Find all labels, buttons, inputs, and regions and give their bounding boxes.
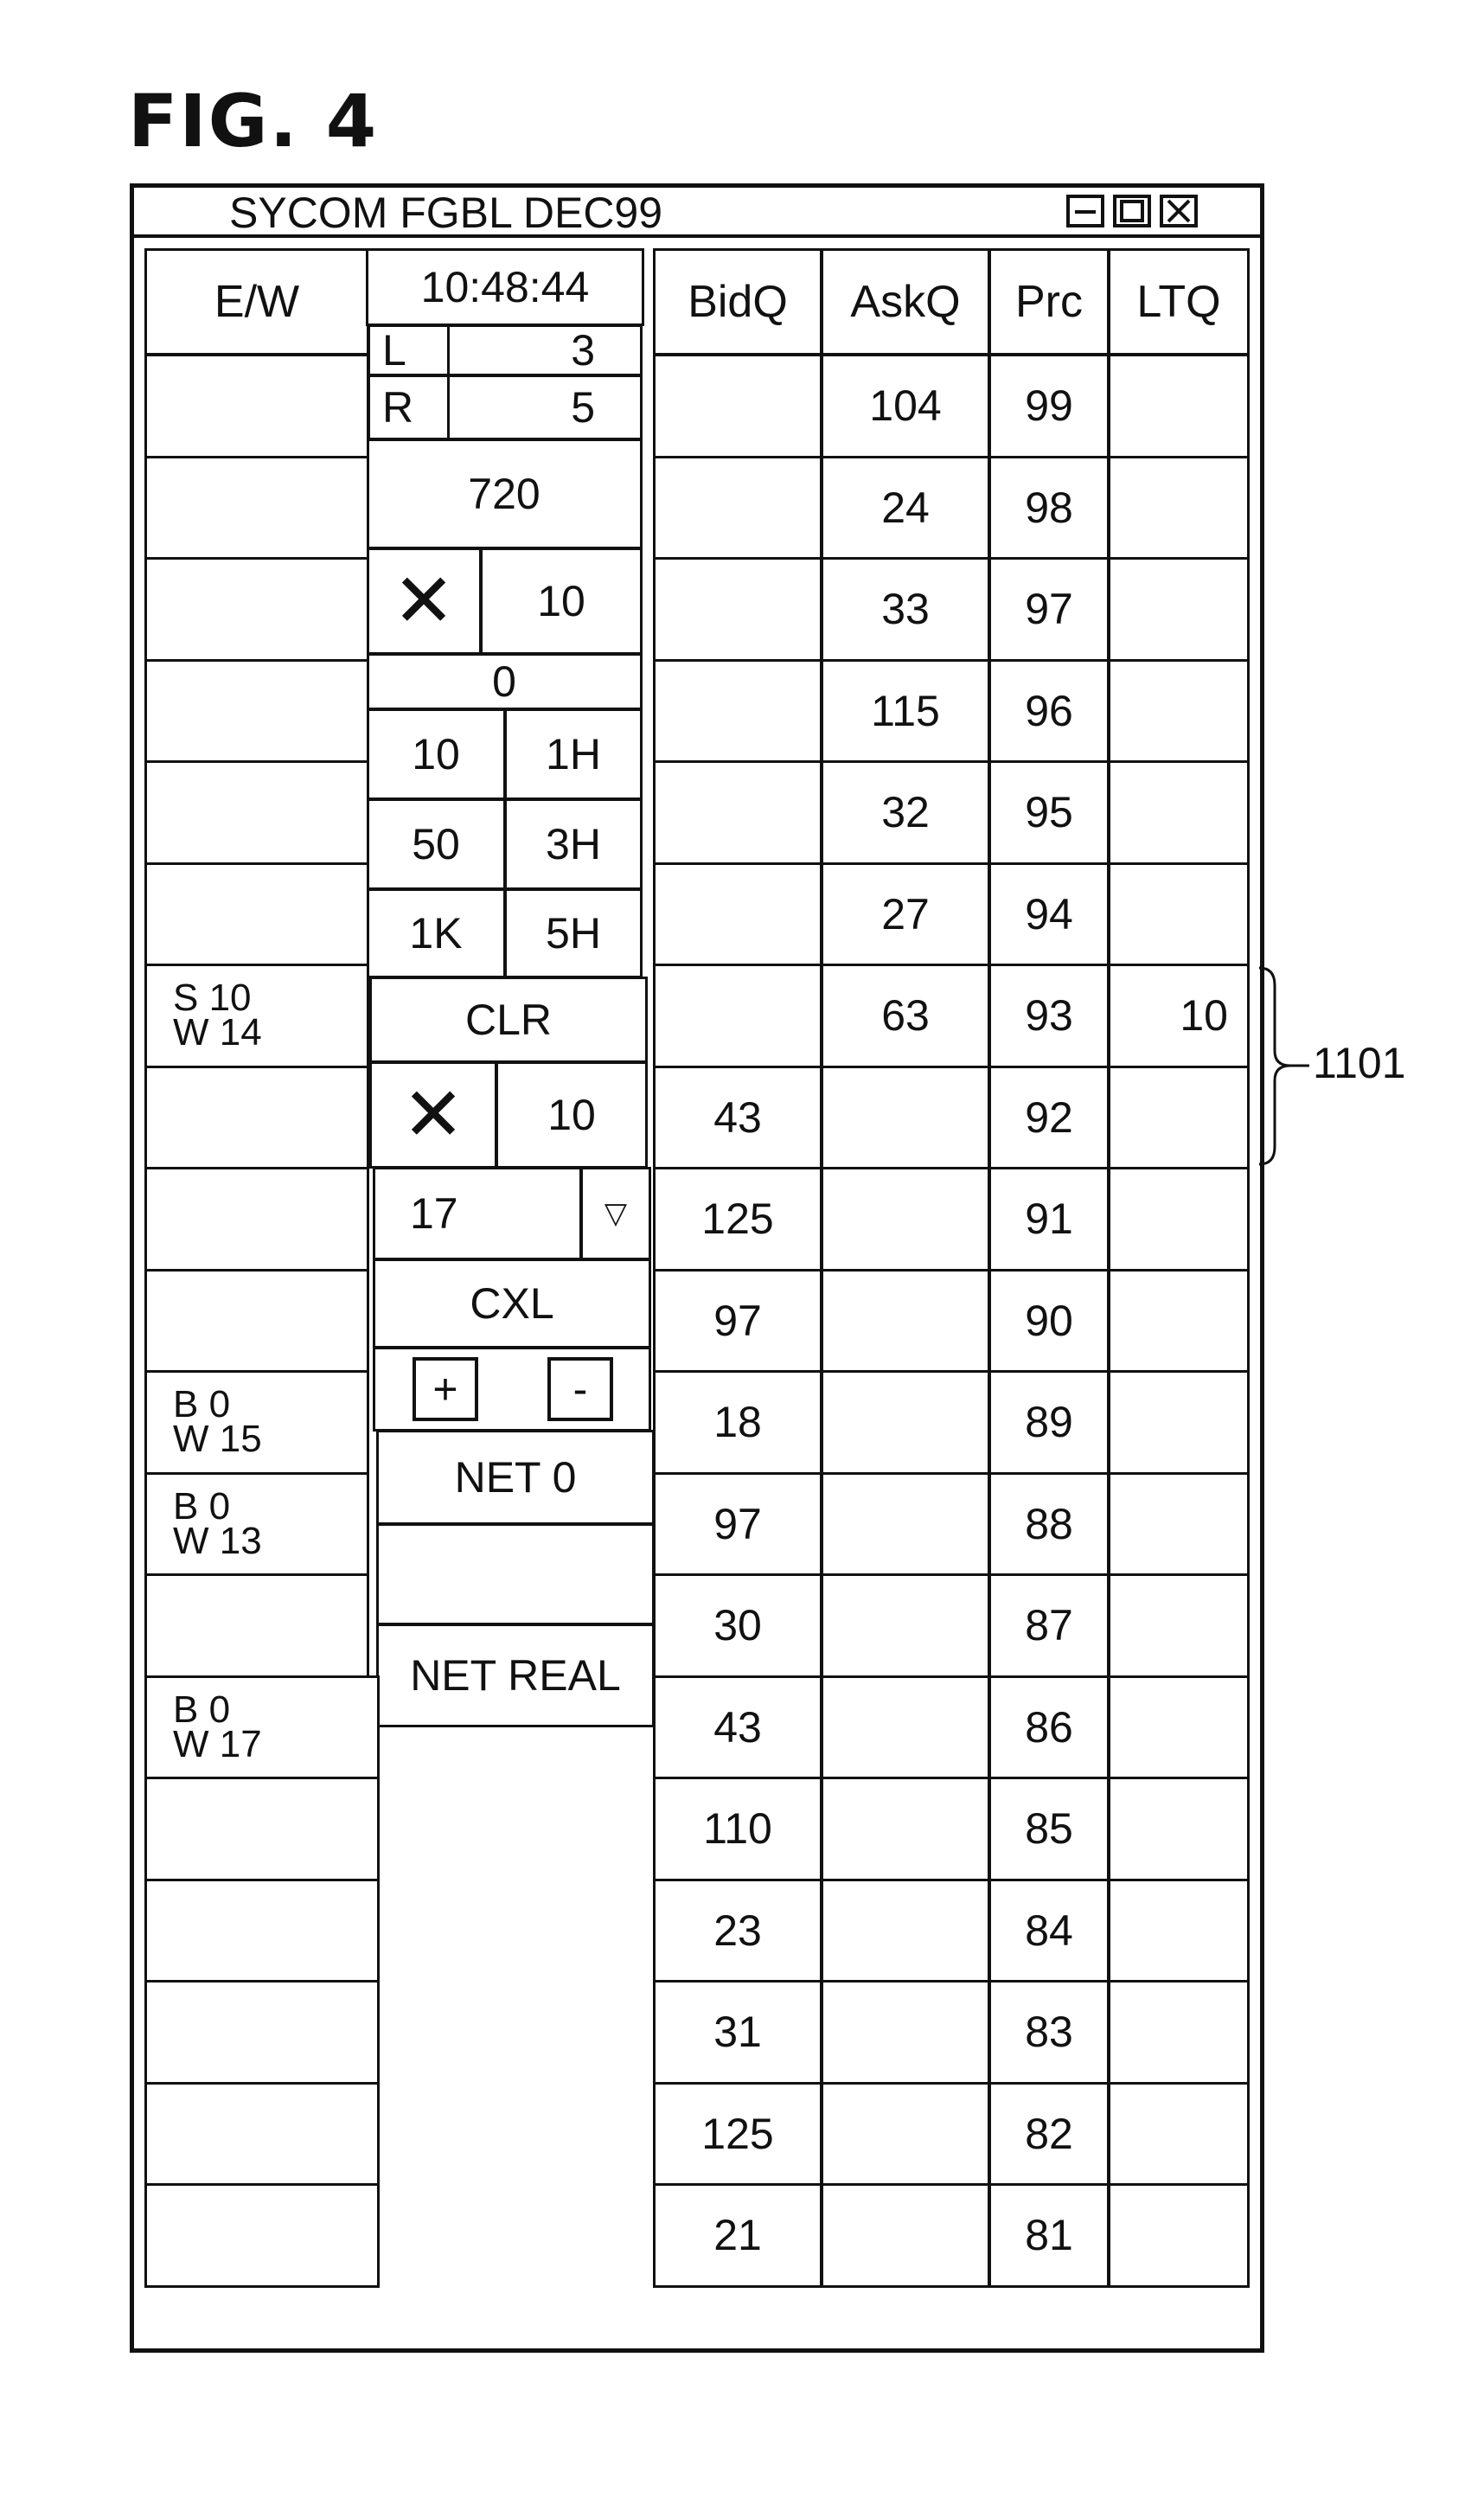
dropdown-value[interactable]: 17 — [373, 1167, 582, 1260]
askq-cell[interactable]: 33 — [821, 557, 990, 662]
prc-cell: 97 — [988, 557, 1110, 662]
prc-cell: 89 — [988, 1370, 1110, 1475]
title-bar[interactable] — [134, 188, 1260, 238]
bidq-cell[interactable]: 43 — [653, 1066, 822, 1170]
bidq-cell[interactable]: 97 — [653, 1269, 822, 1374]
prc-cell: 84 — [988, 1879, 1110, 1983]
ew-cell[interactable] — [144, 2183, 380, 2288]
minimize-icon — [1070, 198, 1101, 224]
ltq-cell — [1108, 1573, 1250, 1678]
net-display: NET 0 — [376, 1430, 655, 1525]
askq-cell[interactable] — [821, 1980, 990, 2085]
maximize-button[interactable] — [1113, 195, 1151, 227]
ltq-cell — [1108, 760, 1250, 865]
bidq-cell[interactable]: 18 — [653, 1370, 822, 1475]
ltq-cell — [1108, 1980, 1250, 2085]
ew-cell-text: B 0 W 15 — [173, 1383, 262, 1461]
figure-label: FIG. 4 — [128, 79, 379, 163]
askq-cell[interactable]: 63 — [821, 964, 990, 1068]
ltq-cell — [1108, 354, 1250, 458]
qty-field-2[interactable]: 10 — [496, 1061, 648, 1169]
ew-cell[interactable] — [144, 354, 369, 458]
askq-cell[interactable] — [821, 1879, 990, 1983]
ew-cell[interactable] — [144, 1370, 369, 1475]
bidq-cell[interactable]: 110 — [653, 1777, 822, 1881]
time-display: 10:48:44 — [366, 248, 644, 326]
close-icon — [1163, 198, 1194, 224]
askq-cell[interactable]: 104 — [821, 354, 990, 458]
prc-header: Prc — [988, 248, 1110, 356]
ew-cell-text: B 0 W 17 — [173, 1688, 262, 1765]
ew-cell[interactable] — [144, 1472, 369, 1577]
ew-cell[interactable] — [144, 964, 369, 1068]
askq-header: AskQ — [821, 248, 990, 356]
prc-cell: 86 — [988, 1675, 1110, 1780]
ew-cell[interactable] — [144, 1573, 369, 1678]
ew-cell-text: S 10 W 14 — [173, 977, 262, 1054]
bidq-cell[interactable]: 97 — [653, 1472, 822, 1577]
ew-cell[interactable] — [144, 456, 369, 560]
qty-field-1[interactable]: 10 — [480, 548, 643, 655]
askq-cell[interactable]: 32 — [821, 760, 990, 865]
prc-cell: 90 — [988, 1269, 1110, 1374]
ltq-cell — [1108, 659, 1250, 764]
ltq-cell: 10 — [1108, 964, 1250, 1068]
bidq-cell[interactable] — [653, 760, 822, 865]
prc-cell: 93 — [988, 964, 1110, 1068]
askq-cell[interactable] — [821, 1573, 990, 1678]
bidq-header: BidQ — [653, 248, 822, 356]
askq-cell[interactable] — [821, 1370, 990, 1475]
ew-cell[interactable] — [144, 659, 369, 764]
ltq-cell — [1108, 456, 1250, 560]
reference-bracket — [1256, 964, 1309, 1168]
reference-numeral: 1101 — [1313, 1039, 1406, 1087]
prc-cell: 94 — [988, 862, 1110, 967]
r-label: R — [368, 375, 450, 440]
total-display: 720 — [366, 439, 643, 549]
net-real-button[interactable]: NET REAL — [376, 1624, 655, 1727]
bidq-cell[interactable]: 23 — [653, 1879, 822, 1983]
qty-5h-button[interactable]: 5H — [504, 888, 643, 978]
bidq-cell[interactable] — [653, 557, 822, 662]
prc-cell: 88 — [988, 1472, 1110, 1577]
prc-cell: 91 — [988, 1167, 1110, 1272]
askq-cell[interactable] — [821, 1167, 990, 1272]
prc-cell: 83 — [988, 1980, 1110, 2085]
minus-button[interactable]: - — [547, 1357, 613, 1421]
ew-cell[interactable] — [144, 1066, 369, 1170]
cancel-x-icon-1[interactable]: ✕ — [366, 548, 482, 655]
ew-cell[interactable] — [144, 1269, 369, 1374]
bidq-cell[interactable]: 30 — [653, 1573, 822, 1678]
bidq-cell[interactable] — [653, 354, 822, 458]
prc-cell: 92 — [988, 1066, 1110, 1170]
askq-cell[interactable] — [821, 1472, 990, 1577]
ew-cell-text: B 0 W 13 — [173, 1484, 262, 1562]
qty-1k-button[interactable]: 1K — [366, 888, 506, 978]
qty-3h-button[interactable]: 3H — [504, 798, 643, 890]
cancel-x-icon-2[interactable]: ✕ — [369, 1061, 497, 1169]
ew-cell[interactable] — [144, 862, 369, 967]
r-value: 5 — [447, 375, 643, 440]
ltq-cell — [1108, 1777, 1250, 1881]
close-button[interactable] — [1160, 195, 1198, 227]
askq-cell[interactable] — [821, 2082, 990, 2187]
ltq-cell — [1108, 1370, 1250, 1475]
ltq-cell — [1108, 862, 1250, 967]
ew-cell[interactable] — [144, 1980, 380, 2085]
ew-cell[interactable] — [144, 1879, 380, 1983]
l-label: L — [368, 324, 450, 376]
askq-cell[interactable] — [821, 1675, 990, 1780]
dropdown-arrow-icon[interactable]: ▽ — [580, 1167, 651, 1260]
qty-1h-button[interactable]: 1H — [504, 708, 643, 800]
prc-cell: 95 — [988, 760, 1110, 865]
plus-button[interactable]: + — [413, 1357, 478, 1421]
prc-cell: 85 — [988, 1777, 1110, 1881]
clr-button[interactable]: CLR — [369, 977, 648, 1063]
ew-cell[interactable] — [144, 760, 369, 865]
ltq-cell — [1108, 2082, 1250, 2187]
askq-cell[interactable] — [821, 1269, 990, 1374]
ltq-cell — [1108, 1675, 1250, 1780]
askq-cell[interactable] — [821, 1777, 990, 1881]
ltq-cell — [1108, 1879, 1250, 1983]
askq-cell[interactable]: 115 — [821, 659, 990, 764]
askq-cell[interactable] — [821, 1066, 990, 1170]
cxl-button[interactable]: CXL — [373, 1259, 651, 1348]
ew-cell[interactable] — [144, 1675, 380, 1780]
ltq-cell — [1108, 1269, 1250, 1374]
bidq-cell[interactable] — [653, 964, 822, 1068]
prc-cell: 98 — [988, 456, 1110, 560]
ltq-cell — [1108, 1472, 1250, 1577]
ltq-cell — [1108, 2183, 1250, 2288]
askq-cell[interactable] — [821, 2183, 990, 2288]
askq-cell[interactable]: 27 — [821, 862, 990, 967]
ew-cell[interactable] — [144, 557, 369, 662]
prc-cell: 87 — [988, 1573, 1110, 1678]
ew-header: E/W — [144, 248, 369, 356]
prc-cell: 99 — [988, 354, 1110, 458]
ltq-cell — [1108, 1066, 1250, 1170]
bidq-cell[interactable]: 31 — [653, 1980, 822, 2085]
ltq-cell — [1108, 557, 1250, 662]
ew-cell[interactable] — [144, 2082, 380, 2187]
minimize-button[interactable] — [1066, 195, 1104, 227]
blank-display — [376, 1523, 655, 1625]
maximize-icon — [1116, 198, 1148, 224]
bidq-cell[interactable] — [653, 862, 822, 967]
ltq-header: LTQ — [1108, 248, 1250, 356]
l-value: 3 — [447, 324, 643, 376]
bidq-cell[interactable]: 21 — [653, 2183, 822, 2288]
askq-cell[interactable]: 24 — [821, 456, 990, 560]
ew-cell[interactable] — [144, 1777, 380, 1881]
trading-window — [130, 183, 1264, 2353]
qty-10-button[interactable]: 10 — [366, 708, 506, 800]
bidq-cell[interactable]: 43 — [653, 1675, 822, 1780]
bidq-cell[interactable] — [653, 456, 822, 560]
zero-display: 0 — [366, 653, 643, 710]
prc-cell: 96 — [988, 659, 1110, 764]
window-title: SYCOM FGBL DEC99 — [229, 189, 663, 237]
bidq-cell[interactable] — [653, 659, 822, 764]
bidq-cell[interactable]: 125 — [653, 2082, 822, 2187]
qty-50-button[interactable]: 50 — [366, 798, 506, 890]
bidq-cell[interactable]: 125 — [653, 1167, 822, 1272]
ew-cell[interactable] — [144, 1167, 369, 1272]
prc-cell: 82 — [988, 2082, 1110, 2187]
prc-cell: 81 — [988, 2183, 1110, 2288]
ltq-cell — [1108, 1167, 1250, 1272]
